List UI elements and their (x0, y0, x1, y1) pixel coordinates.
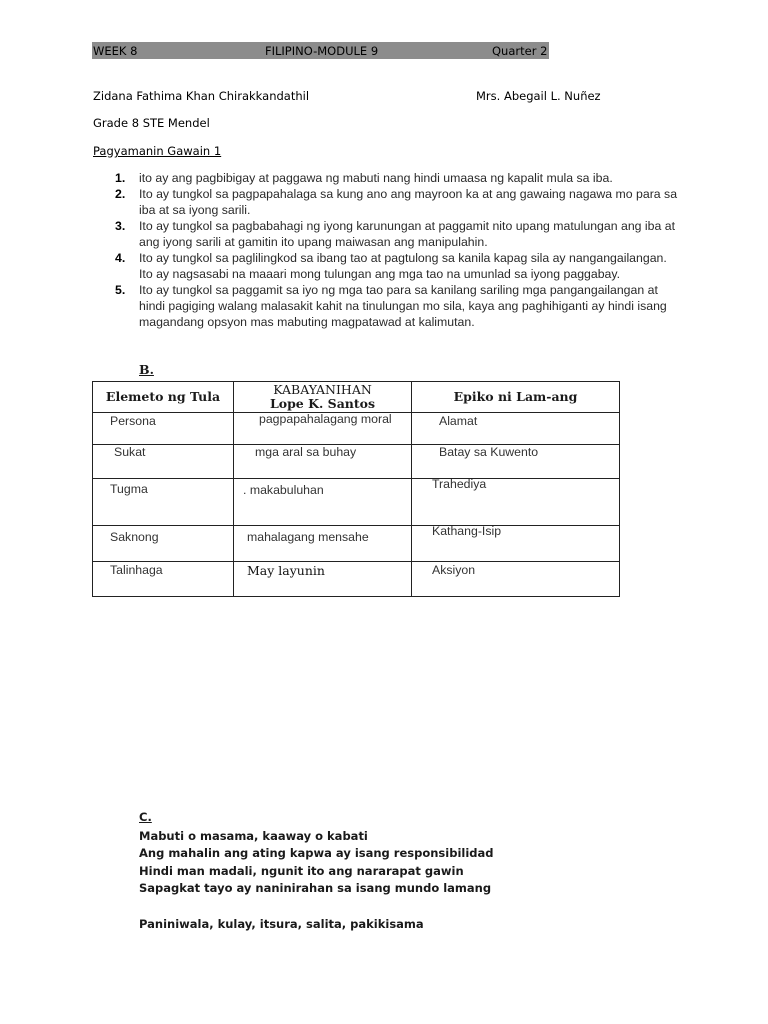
col-header-kabayanihan (234, 382, 412, 413)
list-item (92, 250, 682, 282)
list-item (92, 282, 682, 330)
cell-kabayanihan: pagpapahalagang moral (259, 412, 392, 426)
table-header-row (93, 382, 620, 413)
col-header-epiko: Epiko ni Lam-ang (412, 382, 620, 413)
cell-element: Talinhaga (110, 563, 163, 577)
cell-element: Saknong (110, 530, 159, 544)
col-header-kabayanihan-title: KABAYANIHAN (273, 382, 372, 397)
list-item (92, 218, 682, 250)
cell-element: Sukat (114, 445, 146, 459)
item-text: Ito ay tungkol sa pagpapahalaga sa kung ano ang mayroon ka at ang gawaing nagawa mo para sa iba at sa iyong sarili. (139, 187, 678, 217)
grade-section: Grade 8 STE Mendel (93, 116, 210, 130)
item-number: 5. (115, 283, 126, 297)
table-row (93, 413, 620, 445)
item-text: Ito ay tungkol sa pagbabahagi ng iyong karunungan at paggamit nito upang matulungan ang iba at ang iyong sarili at gamitin ito upang maiwasan ang manipulahin. (139, 219, 676, 249)
closing-line: Paniniwala, kulay, itsura, salita, pakikisama (139, 917, 424, 931)
cell-epiko: Trahediya (432, 477, 487, 491)
item-number: 2. (115, 187, 126, 201)
section-c-label: C. (139, 810, 152, 824)
item-text: Ito ay tungkol sa paglilingkod sa ibang tao at pagtulong sa kanila kapag sila ay nangangailangan. Ito ay nagsasabi na maaari mong tulungan ang mga tao na umunlad sa iyong paggabay. (139, 251, 667, 281)
poem-line: Sapagkat tayo ay naninirahan sa isang mundo lamang (139, 880, 492, 895)
cell-epiko: Alamat (439, 414, 478, 428)
cell-epiko: Batay sa Kuwento (439, 445, 539, 459)
answer-list (92, 170, 682, 330)
week-label: WEEK 8 (93, 44, 138, 58)
col-header-elemento: Elemeto ng Tula (93, 382, 234, 413)
cell-epiko: Kathang-Isip (432, 524, 502, 538)
poem (139, 828, 494, 897)
poem-line: Hindi man madali, ngunit ito ang nararapat gawin (139, 863, 464, 878)
cell-kabayanihan: mahalagang mensahe (247, 530, 369, 544)
item-number: 4. (115, 251, 126, 265)
poem-line: Ang mahalin ang ating kapwa ay isang responsibilidad (139, 846, 494, 861)
cell-element: Persona (110, 414, 156, 428)
cell-kabayanihan: . makabuluhan (243, 483, 324, 497)
list-item (92, 186, 682, 218)
item-number: 3. (115, 219, 126, 233)
section-b-label: B. (139, 362, 154, 377)
item-text: ito ay ang pagbibigay at paggawa ng mabuti nang hindi umaasa ng kapalit mula sa iba. (139, 171, 613, 185)
item-number: 1. (115, 171, 126, 185)
cell-epiko: Aksiyon (432, 563, 476, 577)
table-row (93, 445, 620, 479)
cell-kabayanihan: May layunin (247, 563, 325, 578)
item-text: Ito ay tungkol sa paggamit sa iyo ng mga tao para sa kanilang sariling mga pangangailangan at hindi pagiging walang malasakit kahit na tinulungan mo sila, kaya ang paghihiganti ay hindi isang magandang opsyon mas mabuting magpatawad at kalimutan. (139, 283, 667, 329)
cell-element: Tugma (110, 482, 148, 496)
student-name: Zidana Fathima Khan Chirakkandathil (93, 89, 310, 103)
list-item (92, 170, 682, 186)
table-row (93, 479, 620, 526)
poem-line: Mabuti o masama, kaaway o kabati (139, 829, 368, 843)
activity-title: Pagyamanin Gawain 1 (93, 144, 222, 158)
col-header-kabayanihan-author: Lope K. Santos (269, 396, 376, 411)
elements-table (92, 381, 620, 597)
table-row (93, 562, 620, 597)
quarter-label: Quarter 2 (492, 44, 548, 58)
cell-kabayanihan: mga aral sa buhay (255, 445, 357, 459)
module-label: FILIPINO-MODULE 9 (265, 44, 379, 58)
table-row (93, 526, 620, 562)
teacher-name: Mrs. Abegail L. Nuñez (476, 89, 601, 103)
